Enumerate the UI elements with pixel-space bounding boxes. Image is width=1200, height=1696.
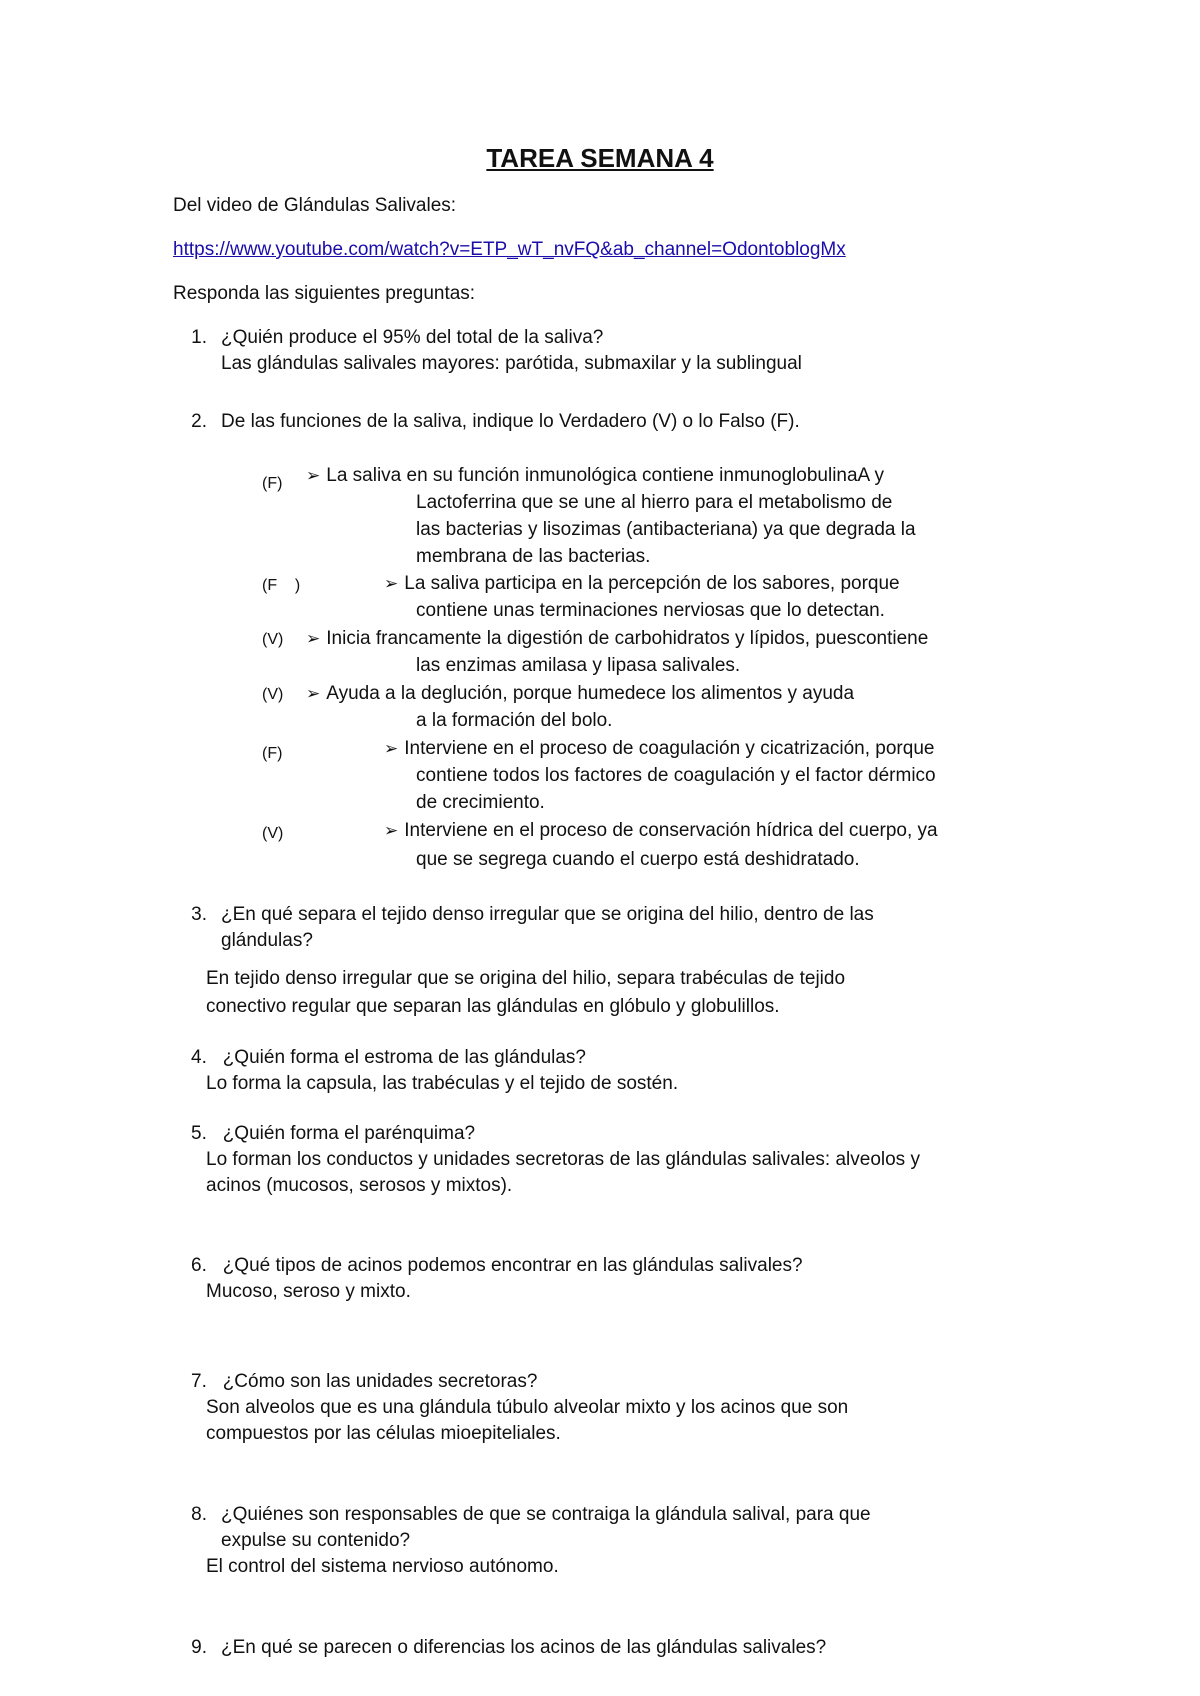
arrow-bullet-icon: ➢ (306, 629, 321, 648)
question-text: ¿En qué se parecen o diferencias los acinos de las glándulas salivales? (221, 1637, 827, 1658)
question-5 (191, 1122, 475, 1146)
question-8 (173, 1503, 871, 1527)
question-number: 8. (191, 1504, 207, 1525)
statement-line: a la formación del bolo. (416, 710, 613, 731)
arrow-bullet-icon: ➢ (306, 684, 321, 703)
question-4 (191, 1046, 586, 1070)
question-number: 7. (191, 1371, 207, 1392)
statement-mark: (F) (262, 475, 283, 492)
answer-5: Lo forman los conductos y unidades secretoras de las glándulas salivales: alveolos y (206, 1149, 920, 1170)
question-number: 2. (191, 411, 207, 432)
statement-mark: (V) (262, 825, 284, 842)
question-number: 1. (191, 327, 207, 348)
question-number: 4. (191, 1047, 207, 1068)
arrow-bullet-icon: ➢ (384, 739, 399, 758)
question-number: 9. (191, 1637, 207, 1658)
arrow-bullet-icon: ➢ (384, 574, 399, 593)
question-number: 5. (191, 1123, 207, 1144)
statement-line: de crecimiento. (416, 792, 545, 813)
answer-8: El control del sistema nervioso autónomo. (206, 1556, 559, 1577)
statement-item: ➢ Interviene en el proceso de coagulación y cicatrización, porque (384, 738, 935, 759)
question-text: ¿Quién forma el parénquima? (222, 1123, 476, 1144)
question-2 (173, 410, 800, 434)
question-text: ¿Quién produce el 95% del total de la saliva? (221, 327, 604, 348)
statement-line: Lactoferrina que se une al hierro para el metabolismo de (416, 492, 893, 513)
statement-mark: (V) (262, 686, 284, 703)
statement-mark: (V) (262, 631, 284, 648)
question-8-line-2: expulse su contenido? (221, 1530, 411, 1551)
answer-6: Mucoso, seroso y mixto. (206, 1281, 411, 1302)
question-text: ¿En qué separa el tejido denso irregular que se origina del hilio, dentro de las (221, 904, 874, 925)
video-link[interactable]: https://www.youtube.com/watch?v=ETP_wT_nvFQ&ab_channel=OdontoblogMx (173, 239, 846, 260)
intro-text: Del video de Glándulas Salivales: (173, 195, 457, 216)
statement-item: ➢ Interviene en el proceso de conservación hídrica del cuerpo, ya (384, 820, 938, 841)
question-3 (173, 903, 874, 927)
statement-line: las bacterias y lisozimas (antibacteriana) ya que degrada la (416, 519, 916, 540)
statement-item: ➢ La saliva en su función inmunológica contiene inmunoglobulinaA y (306, 465, 884, 486)
statement-line: contiene unas terminaciones nerviosas que lo detectan. (416, 600, 885, 621)
question-text: ¿Qué tipos de acinos podemos encontrar en las glándulas salivales? (222, 1255, 803, 1276)
question-7 (191, 1370, 537, 1394)
statement-mark: (F) (262, 745, 283, 762)
answer-4: Lo forma la capsula, las trabéculas y el tejido de sostén. (206, 1073, 679, 1094)
question-text: ¿Cómo son las unidades secretoras? (222, 1371, 538, 1392)
instruction-text: Responda las siguientes preguntas: (173, 283, 476, 304)
arrow-bullet-icon: ➢ (384, 821, 399, 840)
answer-3-line-2: conectivo regular que separan las glándulas en glóbulo y globulillos. (206, 996, 780, 1017)
question-number: 3. (191, 904, 207, 925)
statement-line: las enzimas amilasa y lipasa salivales. (416, 655, 741, 676)
statement-item: ➢ Ayuda a la deglución, porque humedece los alimentos y ayuda (306, 683, 855, 704)
answer-5-line-2: acinos (mucosos, serosos y mixtos). (206, 1175, 513, 1196)
answer-3: En tejido denso irregular que se origina del hilio, separa trabéculas de tejido (206, 968, 846, 989)
statement-mark: (F ) (262, 577, 301, 594)
question-text: De las funciones de la saliva, indique lo Verdadero (V) o lo Falso (F). (221, 411, 800, 432)
statement-line: contiene todos los factores de coagulación y el factor dérmico (416, 765, 936, 786)
question-text: ¿Quién forma el estroma de las glándulas? (222, 1047, 587, 1068)
answer-7-line-2: compuestos por las células mioepiteliales. (206, 1423, 561, 1444)
statement-line: que se segrega cuando el cuerpo está deshidratado. (416, 849, 860, 870)
question-9 (173, 1636, 826, 1660)
answer-1: Las glándulas salivales mayores: parótida, submaxilar y la sublingual (221, 353, 802, 374)
question-text: ¿Quiénes son responsables de que se contraiga la glándula salival, para que (221, 1504, 871, 1525)
statement-item: ➢ La saliva participa en la percepción de los sabores, porque (384, 573, 900, 594)
page-title: TAREA SEMANA 4 (486, 143, 714, 173)
question-1 (173, 326, 603, 350)
arrow-bullet-icon: ➢ (306, 466, 321, 485)
question-6 (191, 1254, 803, 1278)
answer-7: Son alveolos que es una glándula túbulo alveolar mixto y los acinos que son (206, 1397, 849, 1418)
statement-line: membrana de las bacterias. (416, 546, 651, 567)
question-number: 6. (191, 1255, 207, 1276)
statement-item: ➢ Inicia francamente la digestión de carbohidratos y lípidos, puescontiene (306, 628, 929, 649)
question-3-line-2: glándulas? (221, 930, 313, 951)
